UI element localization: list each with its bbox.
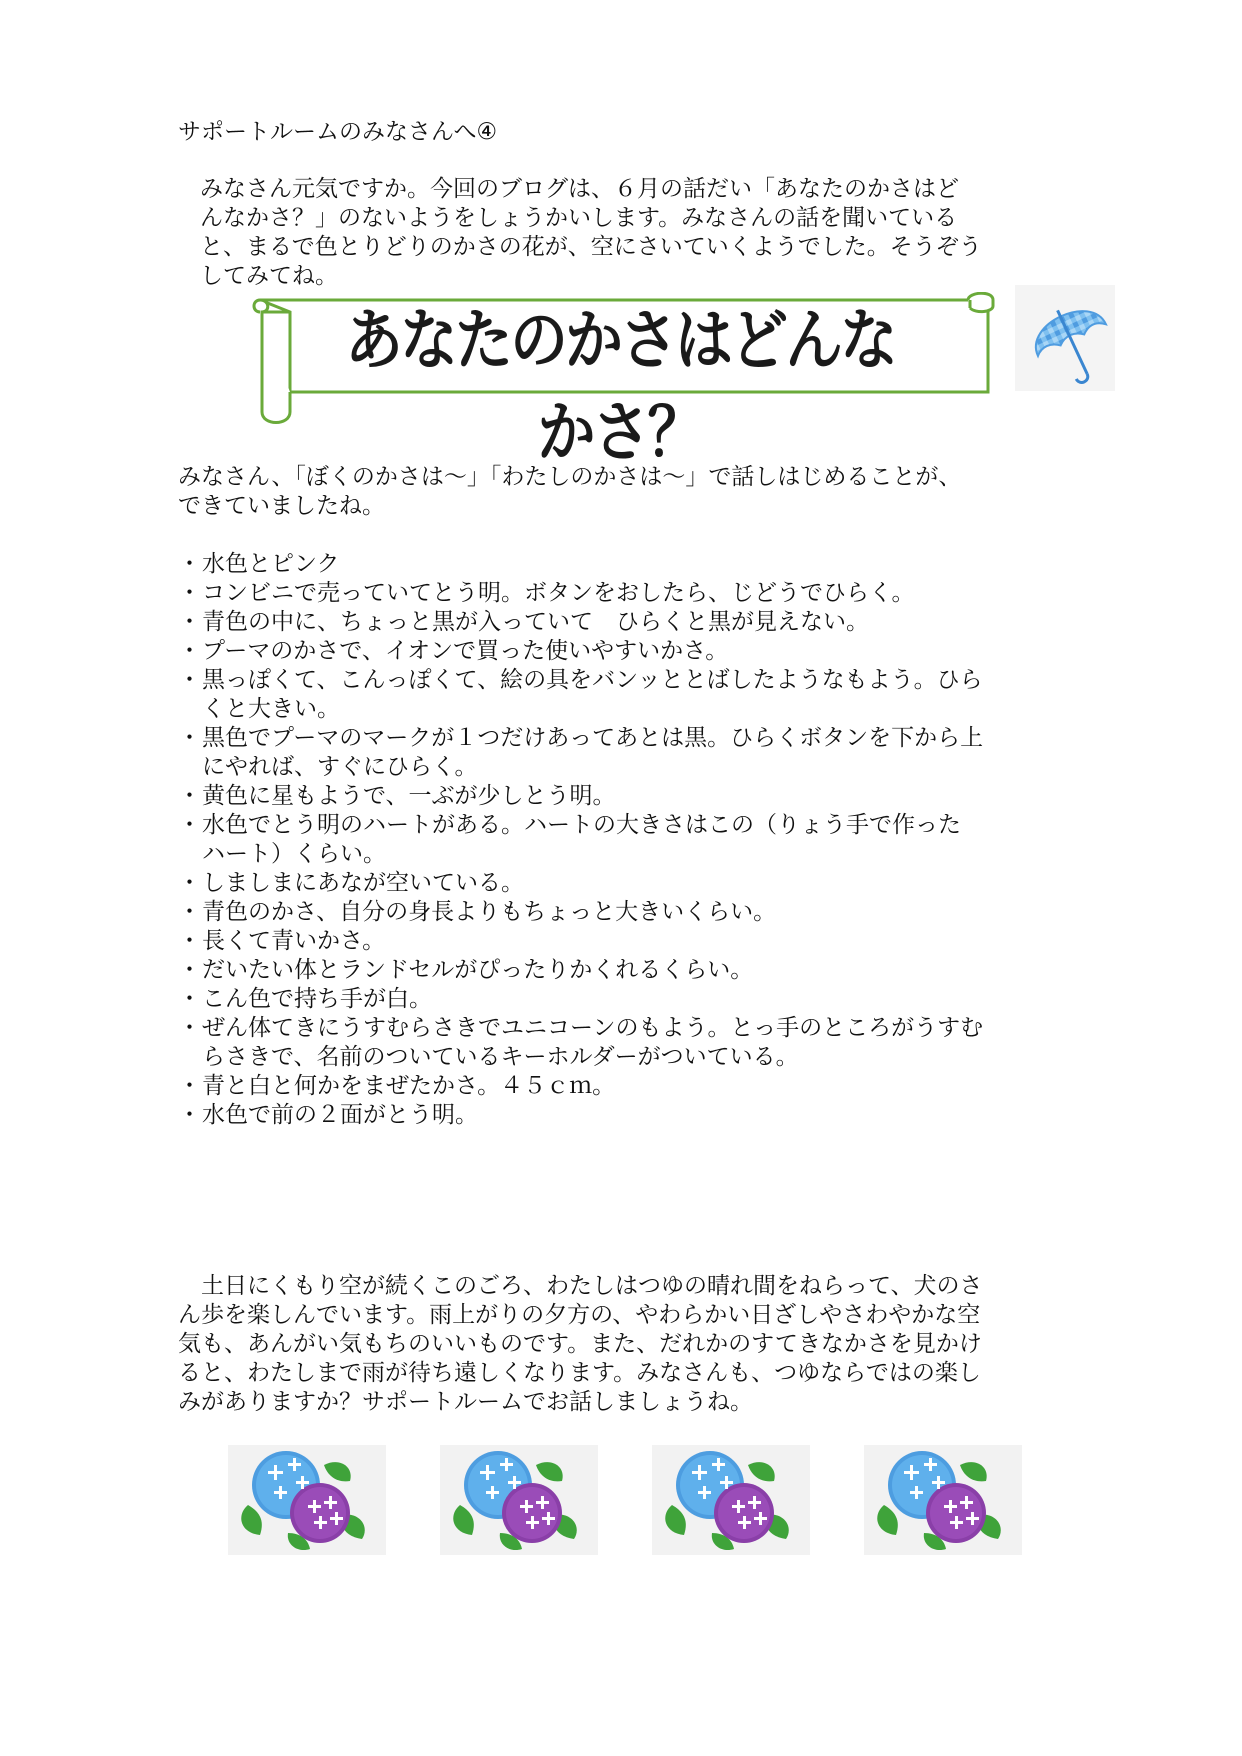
closing-line: ると、わたしまで雨が待ち遠しくなります。みなさんも、つゆならではの楽し bbox=[178, 1360, 981, 1386]
list-item: ・ コンビニで売っていてとう明。ボタンをおしたら、じどうでひらく。 bbox=[178, 579, 983, 608]
lead-paragraph bbox=[178, 463, 961, 521]
hydrangea-icon bbox=[228, 1445, 386, 1555]
lead-line: できていましたね。 bbox=[178, 493, 385, 519]
list-item: ・ プーマのかさで、イオンで買った使いやすいかさ。 bbox=[178, 637, 983, 666]
intro-line: してみてね。 bbox=[200, 263, 338, 289]
closing-line: みがありますか？サポートルームでお話しましょうね。 bbox=[178, 1389, 753, 1415]
hydrangea-icon bbox=[440, 1445, 598, 1555]
hydrangea-icon bbox=[652, 1445, 810, 1555]
banner-title: あなたのかさはどんなかさ？ bbox=[344, 300, 895, 472]
list-item: ・ しましまにあなが空いている。 bbox=[178, 869, 983, 898]
list-item: ・ ぜん体てきにうすむらさきでユニコーンのもよう。とっ手のところがうすむ らさきで、名前のついているキーホルダーがついている。 bbox=[178, 1014, 983, 1072]
list-item: ・ だいたい体とランドセルがぴったりかくれるくらい。 bbox=[178, 956, 983, 985]
list-item: ・ 長くて青いかさ。 bbox=[178, 927, 983, 956]
page-title: サポートルームのみなさんへ④ bbox=[178, 119, 498, 145]
closing-line: ん歩を楽しんでいます。雨上がりの夕方の、やわらかい日ざしやさわやかな空 bbox=[178, 1302, 981, 1328]
list-item: ・ こん色で持ち手が白。 bbox=[178, 985, 983, 1014]
list-item: ・ 水色で前の２面がとう明。 bbox=[178, 1101, 983, 1130]
list-item: ・ 水色でとう明のハートがある。ハートの大きさはこの（りょう手で作った ハート）くらい。 bbox=[178, 811, 983, 869]
intro-line: んなかさ？」のないようをしょうかいします。みなさんの話を聞いている bbox=[200, 205, 958, 231]
intro-line: みなさん元気ですか。今回のブログは、６月の話だい「あなたのかさはど bbox=[200, 176, 959, 202]
lead-line: みなさん、「ぼくのかさは〜」「わたしのかさは〜」で話しはじめることが、 bbox=[178, 464, 962, 490]
closing-paragraph bbox=[178, 1272, 983, 1417]
list-item: ・ 青色のかさ、自分の身長よりもちょっと大きいくらい。 bbox=[178, 898, 983, 927]
list-item: ・ 水色とピンク bbox=[178, 550, 983, 579]
intro-paragraph bbox=[200, 175, 1060, 291]
list-item: ・ 黒色でプーマのマークが１つだけあってあとは黒。ひらくボタンを下から上 にやれば、すぐにひらく。 bbox=[178, 724, 983, 782]
hydrangea-icon bbox=[864, 1445, 1022, 1555]
umbrella-icon bbox=[1015, 285, 1115, 391]
list-item: ・ 黄色に星もようで、一ぶが少しとう明。 bbox=[178, 782, 983, 811]
list-item: ・ 青と白と何かをまぜたかさ。４５ｃｍ。 bbox=[178, 1072, 983, 1101]
list-item: ・ 青色の中に、ちょっと黒が入っていて ひらくと黒が見えない。 bbox=[178, 608, 983, 637]
closing-line: 気も、あんがい気もちのいいものです。また、だれかのすてきなかさを見かけ bbox=[178, 1331, 982, 1357]
closing-line: 土日にくもり空が続くこのごろ、わたしはつゆの晴れ間をねらって、犬のさ bbox=[178, 1273, 983, 1299]
list-item: ・ 黒っぽくて、こんっぽくて、絵の具をバンッととばしたようなもよう。ひら くと大きい。 bbox=[178, 666, 983, 724]
intro-line: と、まるで色とりどりのかさの花が、空にさいていくようでした。そうぞう bbox=[200, 234, 982, 260]
umbrella-description-list bbox=[178, 550, 983, 1130]
